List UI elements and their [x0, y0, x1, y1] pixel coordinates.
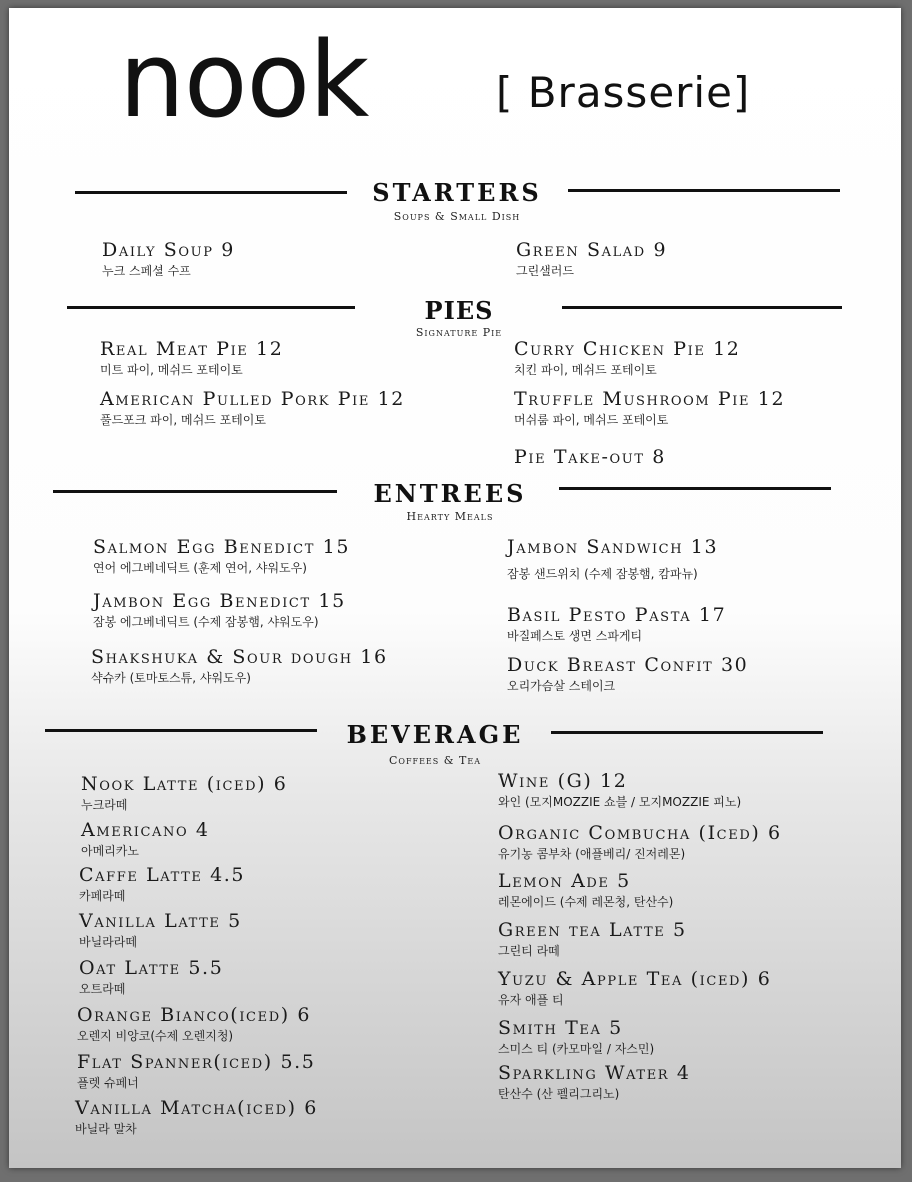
beverage-rule-left [45, 729, 317, 732]
menu-item-name: Lemon Ade 5 [498, 870, 631, 892]
menu-item-name: Green tea Latte 5 [498, 919, 687, 941]
menu-item [75, 1099, 318, 1135]
menu-item [100, 390, 405, 426]
menu-item-korean: 그린샐러드 [516, 264, 574, 278]
menu-item [79, 866, 245, 902]
menu-item-name: Yuzu & Apple Tea (iced) 6 [498, 968, 772, 990]
menu-item-name: Duck Breast Confit 30 [507, 654, 749, 676]
menu-item [498, 921, 687, 957]
menu-item-name: American Pulled Pork Pie 12 [100, 388, 405, 410]
menu-item [498, 772, 741, 808]
menu-item-name: Real Meat Pie 12 [100, 338, 284, 360]
menu-item [514, 390, 785, 426]
menu-item [498, 1064, 691, 1100]
menu-item-name: Nook Latte (iced) 6 [81, 773, 288, 795]
menu-item-korean: 누크라떼 [81, 798, 128, 812]
menu-item-name: Oat Latte 5.5 [79, 957, 224, 979]
menu-item-name: Truffle Mushroom Pie 12 [514, 388, 786, 410]
menu-item [516, 241, 667, 277]
menu-item [100, 340, 283, 376]
menu-item-name: Caffe Latte 4.5 [79, 864, 246, 886]
beverage-rule-right [551, 731, 823, 734]
menu-item-korean: 스미스 티 (카모마일 / 자스민) [498, 1042, 655, 1056]
menu-item-korean: 유기농 콤부차 (애플베리/ 진저레몬) [498, 847, 686, 861]
brasserie-subtitle: [ Brasserie] [496, 68, 751, 117]
menu-item-korean: 카페라떼 [79, 889, 126, 903]
menu-item-korean: 플렛 슈페너 [77, 1076, 139, 1090]
menu-item-korean: 레몬에이드 (수제 레몬청, 탄산수) [498, 895, 674, 909]
menu-item-name: Americano 4 [81, 819, 210, 841]
menu-item-korean: 치킨 파이, 메쉬드 포테이토 [514, 363, 657, 377]
menu-item-name: Daily Soup 9 [102, 239, 235, 261]
menu-item [93, 592, 346, 628]
menu-item-korean: 잠봉 에그베네딕트 (수제 잠봉햄, 샤워도우) [93, 615, 319, 629]
section-title-entrees: ENTREES [373, 479, 527, 508]
menu-item-name: Sparkling Water 4 [498, 1062, 691, 1084]
menu-item-name: Orange Bianco(iced) 6 [77, 1004, 312, 1026]
entrees-rule-left [53, 490, 337, 493]
menu-item-korean: 누크 스페셜 수프 [102, 264, 191, 278]
menu-item [507, 606, 726, 642]
menu-item-name: Basil Pesto Pasta 17 [507, 604, 727, 626]
menu-item-korean: 샥슈카 (토마토스튜, 샤워도우) [91, 671, 251, 685]
menu-item [79, 959, 223, 995]
menu-item [77, 1006, 311, 1042]
menu-item-name: Jambon Egg Benedict 15 [93, 590, 346, 612]
menu-item [498, 970, 771, 1006]
menu-item-korean: 유자 애플 티 [498, 993, 564, 1007]
menu-item-name: Smith Tea 5 [498, 1017, 623, 1039]
starters-rule-right [568, 189, 840, 192]
menu-item [514, 448, 666, 467]
menu-item-korean: 머쉬룸 파이, 메쉬드 포테이토 [514, 413, 669, 427]
menu-item-name: Vanilla Latte 5 [79, 910, 242, 932]
menu-item [507, 656, 748, 692]
menu-item-korean: 바닐라라떼 [79, 935, 137, 949]
section-subtitle-starters: Soups & Small Dish [393, 210, 521, 223]
menu-item-korean: 잠봉 샌드위치 (수제 잠봉햄, 캄파뉴) [507, 567, 698, 581]
menu-item [102, 241, 235, 277]
menu-item [498, 824, 782, 860]
menu-page [9, 8, 901, 1168]
section-subtitle-pies: Signature Pie [415, 326, 503, 339]
menu-item-name: Wine (G) 12 [498, 770, 628, 792]
menu-item-name: Curry Chicken Pie 12 [514, 338, 741, 360]
menu-item-korean: 탄산수 (산 펠리그리노) [498, 1087, 620, 1101]
section-title-starters: STARTERS [372, 178, 542, 207]
pies-rule-left [67, 306, 355, 309]
menu-item-name: Jambon Sandwich 13 [507, 536, 719, 558]
menu-item-korean: 아메리카노 [81, 844, 139, 858]
menu-item-name: Organic Combucha (Iced) 6 [498, 822, 782, 844]
menu-item-name: Salmon Egg Benedict 15 [93, 536, 351, 558]
starters-rule-left [75, 191, 347, 194]
menu-item-korean: 오렌지 비앙코(수제 오렌지청) [77, 1029, 234, 1043]
menu-item-korean: 풀드포크 파이, 메쉬드 포테이토 [100, 413, 266, 427]
menu-item-korean: 바질페스토 생면 스파게티 [507, 629, 643, 643]
menu-item [498, 1019, 654, 1055]
menu-item-name: Green Salad 9 [516, 239, 668, 261]
pies-rule-right [562, 306, 842, 309]
menu-item [91, 648, 388, 684]
menu-item-korean: 연어 에그베네딕트 (훈제 연어, 샤워도우) [93, 561, 307, 575]
menu-item [81, 775, 287, 811]
menu-item [93, 538, 350, 574]
section-title-beverage: BEVERAGE [346, 720, 524, 749]
menu-item-name: Pie Take-out 8 [514, 446, 666, 468]
menu-item [77, 1053, 315, 1089]
menu-item-korean: 오트라떼 [79, 982, 126, 996]
menu-item [79, 912, 242, 948]
menu-item-korean: 그린티 라떼 [498, 944, 560, 958]
menu-item-name: Shakshuka & Sour dough 16 [91, 646, 388, 668]
menu-item-name: Flat Spanner(iced) 5.5 [77, 1051, 316, 1073]
menu-item-korean: 바닐라 말차 [75, 1122, 137, 1136]
menu-item [507, 538, 718, 580]
menu-item [514, 340, 741, 376]
entrees-rule-right [559, 487, 831, 490]
section-subtitle-entrees: Hearty Meals [406, 510, 494, 523]
section-title-pies: PIES [424, 296, 494, 325]
menu-item-name: Vanilla Matcha(iced) 6 [75, 1097, 318, 1119]
nook-logo: nook [119, 19, 369, 141]
menu-item [498, 872, 673, 908]
menu-item-korean: 오리가슴살 스테이크 [507, 679, 616, 693]
section-subtitle-beverage: Coffees & Tea [389, 754, 481, 767]
menu-item [81, 821, 210, 857]
menu-item-korean: 와인 (모지MOZZIE 쇼블 / 모지MOZZIE 피노) [498, 795, 742, 809]
menu-item-korean: 미트 파이, 메쉬드 포테이토 [100, 363, 243, 377]
